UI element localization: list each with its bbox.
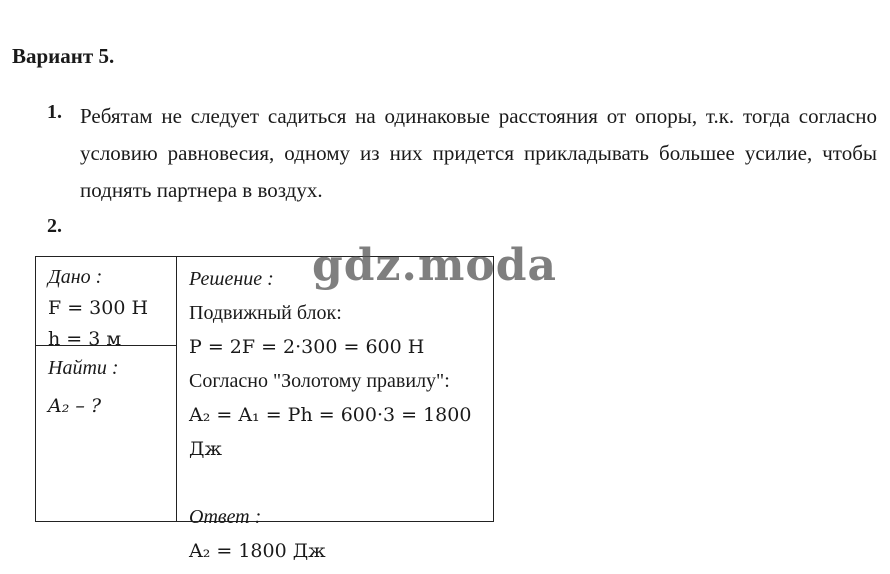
find-label: Найти : xyxy=(48,357,119,379)
solution-section xyxy=(189,262,493,568)
table-vertical-divider xyxy=(176,257,177,521)
find-work: A₂ – ? xyxy=(48,395,102,417)
solution-label: Решение : xyxy=(189,268,274,290)
golden-rule-line: Согласно "Золотому правилу": xyxy=(189,370,450,392)
answer-label: Ответ : xyxy=(189,506,262,528)
watermark-logo: gdz.moda xyxy=(312,240,558,291)
question-1-number: 1. xyxy=(47,101,62,123)
question-2-number: 2. xyxy=(47,215,62,237)
weight-calculation: P = 2F = 2·300 = 600 Н xyxy=(189,336,425,358)
given-section xyxy=(48,262,148,355)
answer-value: A₂ = 1800 Дж xyxy=(189,540,326,562)
movable-pulley-line: Подвижный блок: xyxy=(189,302,342,324)
given-label: Дано : xyxy=(48,266,103,288)
question-1-answer-text: Ребятам не следует садиться на одинаковые расстояния от опоры, т.к. тогда согласно условию равновесия, одному из них придется прикладывать большее усилие, чтобы поднять партнера в воздух. xyxy=(80,104,877,202)
find-section xyxy=(48,349,119,425)
work-calculation: A₂ = A₁ = Ph = 600·3 = 1800 Дж xyxy=(189,404,472,460)
given-height: h = 3 м xyxy=(48,328,122,350)
spacer-line xyxy=(189,466,493,500)
variant-heading: Вариант 5. xyxy=(12,44,115,68)
solution-table xyxy=(35,256,494,562)
given-force: F = 300 Н xyxy=(48,297,149,319)
